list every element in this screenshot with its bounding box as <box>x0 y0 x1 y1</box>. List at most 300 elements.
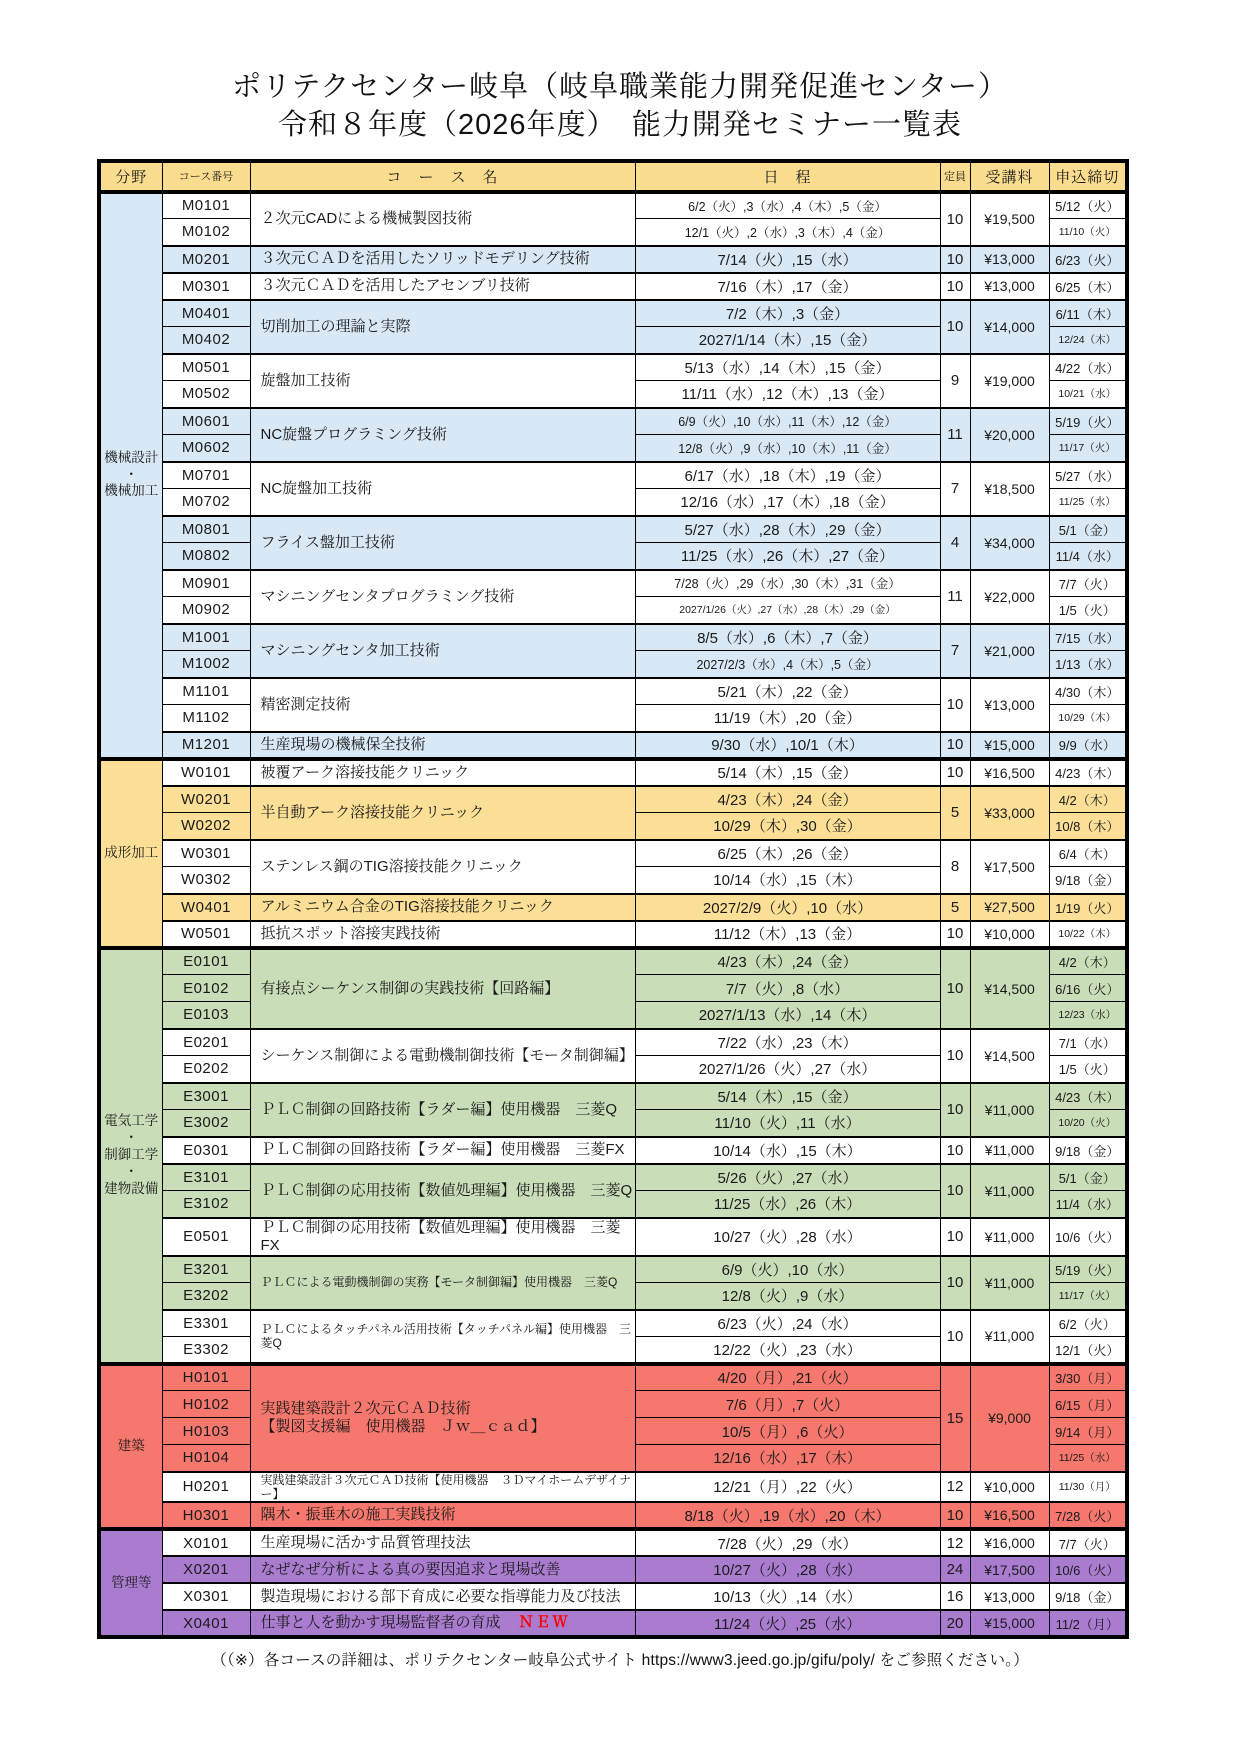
course-no-cell: M0502 <box>162 381 250 408</box>
table-row <box>99 786 1127 813</box>
course-name-cell: ３次元ＣＡＤを活用したソリッドモデリング技術 <box>250 246 635 273</box>
schedule-cell: 12/16（水）,17（木） <box>635 1445 940 1472</box>
seminar-table <box>97 159 1129 1640</box>
table-row <box>99 354 1127 381</box>
course-name-cell: 実践建築設計２次元ＣＡＤ技術 【製図支援編 使用機器 Ｊｗ＿ｃａｄ】 <box>250 1364 635 1472</box>
schedule-cell: 11/11（水）,12（木）,13（金） <box>635 381 940 408</box>
table-row <box>99 1364 1127 1391</box>
course-name-cell: 半自動アーク溶接技能クリニック <box>250 786 635 840</box>
course-name-cell: 旋盤加工技術 <box>250 354 635 408</box>
deadline-cell: 11/25（水） <box>1049 1445 1127 1472</box>
fee-cell: ¥11,000 <box>970 1137 1049 1164</box>
schedule-cell: 11/25（水）,26（木） <box>635 1191 940 1218</box>
deadline-cell: 12/23（水） <box>1049 1002 1127 1029</box>
table-row <box>99 462 1127 489</box>
table-row <box>99 1529 1127 1556</box>
deadline-cell: 12/24（木） <box>1049 327 1127 354</box>
deadline-cell: 3/30（月） <box>1049 1364 1127 1391</box>
col-header-schedule: 日 程 <box>635 161 940 192</box>
course-no-cell: M1002 <box>162 651 250 678</box>
table-row <box>99 246 1127 273</box>
fee-cell: ¥18,500 <box>970 462 1049 516</box>
course-no-cell: E0301 <box>162 1137 250 1164</box>
course-name-cell: 被覆アーク溶接技能クリニック <box>250 759 635 786</box>
course-no-cell: W0302 <box>162 867 250 894</box>
deadline-cell: 5/19（火） <box>1049 408 1127 435</box>
capacity-cell: 10 <box>940 678 970 732</box>
fee-cell: ¥14,500 <box>970 1029 1049 1083</box>
course-name-cell: ３次元ＣＡＤを活用したアセンブリ技術 <box>250 273 635 300</box>
course-name-cell: ＰＬＣ制御の応用技術【数値処理編】使用機器 三菱Q <box>250 1164 635 1218</box>
deadline-cell: 7/28（火） <box>1049 1502 1127 1529</box>
fee-cell: ¥19,000 <box>970 354 1049 408</box>
deadline-cell: 6/25（木） <box>1049 273 1127 300</box>
schedule-cell: 9/30（水）,10/1（木） <box>635 732 940 759</box>
course-no-cell: E3202 <box>162 1283 250 1310</box>
schedule-cell: 6/9（火）,10（水） <box>635 1256 940 1283</box>
schedule-cell: 12/21（月）,22（火） <box>635 1472 940 1503</box>
deadline-cell: 6/15（月） <box>1049 1391 1127 1418</box>
course-no-cell: M0902 <box>162 597 250 624</box>
deadline-cell: 6/16（火） <box>1049 975 1127 1002</box>
course-name-cell: ＰＬＣ制御の回路技術【ラダー編】使用機器 三菱FX <box>250 1137 635 1164</box>
course-no-cell: X0201 <box>162 1556 250 1583</box>
schedule-cell: 4/23（木）,24（金） <box>635 948 940 975</box>
capacity-cell: 10 <box>940 1029 970 1083</box>
deadline-cell: 4/23（木） <box>1049 759 1127 786</box>
course-no-cell: H0102 <box>162 1391 250 1418</box>
course-name-cell: シーケンス制御による電動機制御技術【モータ制御編】 <box>250 1029 635 1083</box>
fee-cell: ¥16,500 <box>970 759 1049 786</box>
fee-cell: ¥21,000 <box>970 624 1049 678</box>
schedule-cell: 11/19（木）,20（金） <box>635 705 940 732</box>
course-name-cell: アルミニウム合金のTIG溶接技能クリニック <box>250 894 635 921</box>
course-no-cell: E0202 <box>162 1056 250 1083</box>
course-name-cell: ＰＬＣ制御の回路技術【ラダー編】使用機器 三菱Q <box>250 1083 635 1137</box>
capacity-cell: 10 <box>940 1502 970 1529</box>
deadline-cell: 9/18（金） <box>1049 867 1127 894</box>
title-line-1: ポリテクセンター岐阜（岐阜職業能力開発促進センター） <box>232 71 1008 103</box>
course-no-cell: X0401 <box>162 1610 250 1637</box>
deadline-cell: 10/29（木） <box>1049 705 1127 732</box>
field-cell: 成形加工 <box>99 759 162 948</box>
course-no-cell: H0101 <box>162 1364 250 1391</box>
course-no-cell: M0401 <box>162 300 250 327</box>
schedule-cell: 12/8（火）,9（水） <box>635 1283 940 1310</box>
table-row <box>99 759 1127 786</box>
course-name-cell: ステンレス鋼のTIG溶接技能クリニック <box>250 840 635 894</box>
col-header-capacity: 定員 <box>940 161 970 192</box>
schedule-cell: 10/14（水）,15（木） <box>635 1137 940 1164</box>
course-name-cell: 仕事と人を動かす現場監督者の育成 ＮＥＷ <box>250 1610 635 1637</box>
header-row <box>99 161 1127 192</box>
fee-cell: ¥16,000 <box>970 1529 1049 1556</box>
capacity-cell: 8 <box>940 840 970 894</box>
table-row <box>99 840 1127 867</box>
capacity-cell: 10 <box>940 1256 970 1310</box>
course-no-cell: X0301 <box>162 1583 250 1610</box>
schedule-cell: 7/6（月）,7（火） <box>635 1391 940 1418</box>
col-header-fee: 受講料 <box>970 161 1049 192</box>
schedule-cell: 2027/2/9（火）,10（水） <box>635 894 940 921</box>
course-no-cell: M1001 <box>162 624 250 651</box>
table-row <box>99 192 1127 219</box>
deadline-cell: 7/7（火） <box>1049 570 1127 597</box>
course-name-cell: 生産現場に活かす品質管理技法 <box>250 1529 635 1556</box>
course-name-cell: ２次元CADによる機械製図技術 <box>250 192 635 246</box>
field-cell: 機械設計 ・ 機械加工 <box>99 192 162 759</box>
table-row <box>99 1583 1127 1610</box>
capacity-cell: 10 <box>940 921 970 948</box>
course-no-cell: M0402 <box>162 327 250 354</box>
schedule-cell: 7/22（水）,23（木） <box>635 1029 940 1056</box>
deadline-cell: 9/18（金） <box>1049 1137 1127 1164</box>
schedule-cell: 7/28（火）,29（水）,30（木）,31（金） <box>635 570 940 597</box>
capacity-cell: 7 <box>940 462 970 516</box>
capacity-cell: 10 <box>940 1137 970 1164</box>
course-no-cell: E3002 <box>162 1110 250 1137</box>
fee-cell: ¥11,000 <box>970 1164 1049 1218</box>
fee-cell: ¥11,000 <box>970 1256 1049 1310</box>
course-no-cell: W0501 <box>162 921 250 948</box>
course-no-cell: M1102 <box>162 705 250 732</box>
table-row <box>99 273 1127 300</box>
course-no-cell: E3102 <box>162 1191 250 1218</box>
course-no-cell: H0301 <box>162 1502 250 1529</box>
course-name-cell: マシニングセンタプログラミング技術 <box>250 570 635 624</box>
course-no-cell: M0102 <box>162 219 250 246</box>
deadline-cell: 4/22（水） <box>1049 354 1127 381</box>
table-row <box>99 1556 1127 1583</box>
schedule-cell: 10/13（火）,14（水） <box>635 1583 940 1610</box>
deadline-cell: 11/4（水） <box>1049 1191 1127 1218</box>
schedule-cell: 12/22（火）,23（水） <box>635 1337 940 1364</box>
field-cell: 電気工学 ・ 制御工学 ・ 建物設備 <box>99 948 162 1364</box>
capacity-cell: 10 <box>940 192 970 246</box>
schedule-cell: 4/23（木）,24（金） <box>635 786 940 813</box>
course-no-cell: M0802 <box>162 543 250 570</box>
fee-cell: ¥11,000 <box>970 1218 1049 1256</box>
schedule-cell: 10/27（火）,28（水） <box>635 1218 940 1256</box>
deadline-cell: 9/14（月） <box>1049 1418 1127 1445</box>
table-row <box>99 921 1127 948</box>
schedule-cell: 10/29（木）,30（金） <box>635 813 940 840</box>
course-name-cell: フライス盤加工技術 <box>250 516 635 570</box>
deadline-cell: 9/9（水） <box>1049 732 1127 759</box>
deadline-cell: 1/19（火） <box>1049 894 1127 921</box>
deadline-cell: 6/23（火） <box>1049 246 1127 273</box>
deadline-cell: 4/2（木） <box>1049 948 1127 975</box>
table-row <box>99 1164 1127 1191</box>
capacity-cell: 10 <box>940 1218 970 1256</box>
deadline-cell: 1/5（火） <box>1049 1056 1127 1083</box>
schedule-cell: 8/18（火）,19（水）,20（木） <box>635 1502 940 1529</box>
fee-cell: ¥14,000 <box>970 300 1049 354</box>
course-name-cell: マシニングセンタ加工技術 <box>250 624 635 678</box>
title-line-2: 令和８年度（2026年度） 能力開発セミナー一覧表 <box>277 109 962 142</box>
capacity-cell: 7 <box>940 624 970 678</box>
deadline-cell: 11/17（火） <box>1049 435 1127 462</box>
course-no-cell: M0702 <box>162 489 250 516</box>
course-no-cell: H0104 <box>162 1445 250 1472</box>
course-no-cell: M1201 <box>162 732 250 759</box>
schedule-cell: 5/14（木）,15（金） <box>635 1083 940 1110</box>
schedule-cell: 10/5（月）,6（火） <box>635 1418 940 1445</box>
new-badge: ＮＥＷ <box>518 1614 570 1632</box>
course-no-cell: H0103 <box>162 1418 250 1445</box>
table-row <box>99 1472 1127 1503</box>
course-no-cell: X0101 <box>162 1529 250 1556</box>
course-no-cell: M0801 <box>162 516 250 543</box>
deadline-cell: 5/1（金） <box>1049 516 1127 543</box>
deadline-cell: 10/20（火） <box>1049 1110 1127 1137</box>
schedule-cell: 5/13（水）,14（木）,15（金） <box>635 354 940 381</box>
schedule-cell: 5/14（木）,15（金） <box>635 759 940 786</box>
deadline-cell: 9/18（金） <box>1049 1583 1127 1610</box>
course-no-cell: E0103 <box>162 1002 250 1029</box>
capacity-cell: 10 <box>940 1083 970 1137</box>
schedule-cell: 5/26（火）,27（水） <box>635 1164 940 1191</box>
table-row <box>99 1610 1127 1637</box>
capacity-cell: 4 <box>940 516 970 570</box>
capacity-cell: 15 <box>940 1364 970 1472</box>
course-no-cell: E3001 <box>162 1083 250 1110</box>
deadline-cell: 4/2（木） <box>1049 786 1127 813</box>
table-row <box>99 1502 1127 1529</box>
schedule-cell: 6/25（木）,26（金） <box>635 840 940 867</box>
course-no-cell: M0201 <box>162 246 250 273</box>
capacity-cell: 12 <box>940 1472 970 1503</box>
capacity-cell: 9 <box>940 354 970 408</box>
capacity-cell: 10 <box>940 246 970 273</box>
deadline-cell: 11/4（水） <box>1049 543 1127 570</box>
schedule-cell: 7/7（火）,8（水） <box>635 975 940 1002</box>
course-name-cell: 抵抗スポット溶接実践技術 <box>250 921 635 948</box>
table-row <box>99 408 1127 435</box>
deadline-cell: 10/6（火） <box>1049 1556 1127 1583</box>
fee-cell: ¥20,000 <box>970 408 1049 462</box>
fee-cell: ¥15,000 <box>970 1610 1049 1637</box>
table-row <box>99 894 1127 921</box>
deadline-cell: 11/25（水） <box>1049 489 1127 516</box>
table-row <box>99 732 1127 759</box>
course-name-cell: ＰＬＣによるタッチパネル活用技術【タッチパネル編】使用機器 三菱Q <box>250 1310 635 1364</box>
course-no-cell: E3101 <box>162 1164 250 1191</box>
table-row <box>99 516 1127 543</box>
fee-cell: ¥13,000 <box>970 273 1049 300</box>
table-row <box>99 624 1127 651</box>
schedule-cell: 12/1（火）,2（水）,3（木）,4（金） <box>635 219 940 246</box>
col-header-field: 分野 <box>99 161 162 192</box>
fee-cell: ¥10,000 <box>970 1472 1049 1503</box>
fee-cell: ¥17,500 <box>970 840 1049 894</box>
course-no-cell: E0101 <box>162 948 250 975</box>
fee-cell: ¥15,000 <box>970 732 1049 759</box>
course-no-cell: M0301 <box>162 273 250 300</box>
deadline-cell: 5/1（金） <box>1049 1164 1127 1191</box>
schedule-cell: 7/14（火）,15（水） <box>635 246 940 273</box>
course-no-cell: M0101 <box>162 192 250 219</box>
deadline-cell: 1/5（火） <box>1049 597 1127 624</box>
course-no-cell: E0102 <box>162 975 250 1002</box>
schedule-cell: 2027/1/14（木）,15（金） <box>635 327 940 354</box>
course-no-cell: W0202 <box>162 813 250 840</box>
course-no-cell: M0601 <box>162 408 250 435</box>
fee-cell: ¥13,000 <box>970 1583 1049 1610</box>
capacity-cell: 11 <box>940 408 970 462</box>
col-header-deadline: 申込締切 <box>1049 161 1127 192</box>
deadline-cell: 10/6（火） <box>1049 1218 1127 1256</box>
schedule-cell: 5/27（水）,28（木）,29（金） <box>635 516 940 543</box>
deadline-cell: 12/1（火） <box>1049 1337 1127 1364</box>
fee-cell: ¥14,500 <box>970 948 1049 1029</box>
schedule-cell: 11/25（水）,26（木）,27（金） <box>635 543 940 570</box>
schedule-cell: 2027/2/3（水）,4（木）,5（金） <box>635 651 940 678</box>
field-cell: 建築 <box>99 1364 162 1530</box>
deadline-cell: 7/1（水） <box>1049 1029 1127 1056</box>
capacity-cell: 20 <box>940 1610 970 1637</box>
schedule-cell: 2027/1/26（火）,27（水） <box>635 1056 940 1083</box>
schedule-cell: 10/27（火）,28（水） <box>635 1556 940 1583</box>
course-no-cell: W0301 <box>162 840 250 867</box>
schedule-cell: 6/23（火）,24（水） <box>635 1310 940 1337</box>
deadline-cell: 11/30（月） <box>1049 1472 1127 1503</box>
deadline-cell: 10/21（水） <box>1049 381 1127 408</box>
deadline-cell: 11/2（月） <box>1049 1610 1127 1637</box>
deadline-cell: 7/7（火） <box>1049 1529 1127 1556</box>
table-row <box>99 1083 1127 1110</box>
capacity-cell: 12 <box>940 1529 970 1556</box>
fee-cell: ¥13,000 <box>970 246 1049 273</box>
course-name-cell: 有接点シーケンス制御の実践技術【回路編】 <box>250 948 635 1029</box>
course-name-cell: 隅木・振垂木の施工実践技術 <box>250 1502 635 1529</box>
capacity-cell: 5 <box>940 786 970 840</box>
course-no-cell: W0101 <box>162 759 250 786</box>
fee-cell: ¥11,000 <box>970 1083 1049 1137</box>
schedule-cell: 7/16（木）,17（金） <box>635 273 940 300</box>
fee-cell: ¥16,500 <box>970 1502 1049 1529</box>
page-title <box>0 68 1240 145</box>
course-name-cell: NC旋盤加工技術 <box>250 462 635 516</box>
course-no-cell: E3201 <box>162 1256 250 1283</box>
schedule-cell: 12/16（水）,17（木）,18（金） <box>635 489 940 516</box>
schedule-cell: 11/24（火）,25（水） <box>635 1610 940 1637</box>
fee-cell: ¥17,500 <box>970 1556 1049 1583</box>
course-no-cell: E3301 <box>162 1310 250 1337</box>
course-no-cell: H0201 <box>162 1472 250 1503</box>
deadline-cell: 10/8（木） <box>1049 813 1127 840</box>
course-name-cell: NC旋盤プログラミング技術 <box>250 408 635 462</box>
schedule-cell: 10/14（水）,15（木） <box>635 867 940 894</box>
deadline-cell: 6/2（火） <box>1049 1310 1127 1337</box>
course-no-cell: M1101 <box>162 678 250 705</box>
course-name-cell: 製造現場における部下育成に必要な指導能力及び技法 <box>250 1583 635 1610</box>
schedule-cell: 12/8（火）,9（水）,10（木）,11（金） <box>635 435 940 462</box>
schedule-cell: 5/21（木）,22（金） <box>635 678 940 705</box>
deadline-cell: 4/23（木） <box>1049 1083 1127 1110</box>
course-no-cell: E0201 <box>162 1029 250 1056</box>
capacity-cell: 10 <box>940 732 970 759</box>
capacity-cell: 24 <box>940 1556 970 1583</box>
fee-cell: ¥11,000 <box>970 1310 1049 1364</box>
table-row <box>99 948 1127 975</box>
capacity-cell: 10 <box>940 759 970 786</box>
table-row <box>99 1218 1127 1256</box>
schedule-cell: 6/9（火）,10（水）,11（木）,12（金） <box>635 408 940 435</box>
deadline-cell: 6/4（木） <box>1049 840 1127 867</box>
course-name-cell: なぜなぜ分析による真の要因追求と現場改善 <box>250 1556 635 1583</box>
deadline-cell: 4/30（木） <box>1049 678 1127 705</box>
fee-cell: ¥33,000 <box>970 786 1049 840</box>
table-row <box>99 300 1127 327</box>
capacity-cell: 11 <box>940 570 970 624</box>
schedule-cell: 2027/1/26（火）,27（水）,28（木）,29（金） <box>635 597 940 624</box>
deadline-cell: 1/13（水） <box>1049 651 1127 678</box>
schedule-cell: 6/2（火）,3（水）,4（木）,5（金） <box>635 192 940 219</box>
schedule-cell: 2027/1/13（水）,14（木） <box>635 1002 940 1029</box>
col-header-course-name: コ ー ス 名 <box>250 161 635 192</box>
course-no-cell: E3302 <box>162 1337 250 1364</box>
deadline-cell: 5/12（火） <box>1049 192 1127 219</box>
schedule-cell: 6/17（水）,18（木）,19（金） <box>635 462 940 489</box>
fee-cell: ¥27,500 <box>970 894 1049 921</box>
table-row <box>99 1310 1127 1337</box>
course-name-cell: 精密測定技術 <box>250 678 635 732</box>
capacity-cell: 10 <box>940 273 970 300</box>
table-row <box>99 1137 1127 1164</box>
schedule-cell: 4/20（月）,21（火） <box>635 1364 940 1391</box>
field-cell: 管理等 <box>99 1529 162 1637</box>
schedule-cell: 11/12（木）,13（金） <box>635 921 940 948</box>
course-name-cell: 生産現場の機械保全技術 <box>250 732 635 759</box>
schedule-cell: 7/2（木）,3（金） <box>635 300 940 327</box>
table-row <box>99 678 1127 705</box>
capacity-cell: 5 <box>940 894 970 921</box>
fee-cell: ¥13,000 <box>970 678 1049 732</box>
deadline-cell: 5/19（火） <box>1049 1256 1127 1283</box>
footer-note: （（※）各コースの詳細は、ポリテクセンター岐阜公式サイト https://www3.jeed.go.jp/gifu/poly/ をご参照ください。） <box>211 1652 1029 1670</box>
course-no-cell: M0901 <box>162 570 250 597</box>
table-row <box>99 1029 1127 1056</box>
capacity-cell: 10 <box>940 1310 970 1364</box>
course-no-cell: E0501 <box>162 1218 250 1256</box>
course-no-cell: M0701 <box>162 462 250 489</box>
course-name-cell: ＰＬＣによる電動機制御の実務【モータ制御編】使用機器 三菱Q <box>250 1256 635 1310</box>
deadline-cell: 5/27（水） <box>1049 462 1127 489</box>
course-name-cell: 実践建築設計３次元ＣＡＤ技術【使用機器 ３Ｄマイホームデザイナー】 <box>250 1472 635 1503</box>
fee-cell: ¥19,500 <box>970 192 1049 246</box>
schedule-cell: 7/28（火）,29（水） <box>635 1529 940 1556</box>
capacity-cell: 10 <box>940 300 970 354</box>
fee-cell: ¥22,000 <box>970 570 1049 624</box>
capacity-cell: 16 <box>940 1583 970 1610</box>
deadline-cell: 11/17（火） <box>1049 1283 1127 1310</box>
capacity-cell: 10 <box>940 948 970 1029</box>
fee-cell: ¥9,000 <box>970 1364 1049 1472</box>
course-no-cell: W0401 <box>162 894 250 921</box>
schedule-cell: 11/10（火）,11（水） <box>635 1110 940 1137</box>
course-no-cell: M0602 <box>162 435 250 462</box>
table-row <box>99 1256 1127 1283</box>
course-name-cell: 切削加工の理論と実際 <box>250 300 635 354</box>
capacity-cell: 10 <box>940 1164 970 1218</box>
course-no-cell: M0501 <box>162 354 250 381</box>
deadline-cell: 6/11（木） <box>1049 300 1127 327</box>
fee-cell: ¥34,000 <box>970 516 1049 570</box>
table-row <box>99 570 1127 597</box>
schedule-cell: 8/5（水）,6（木）,7（金） <box>635 624 940 651</box>
course-no-cell: W0201 <box>162 786 250 813</box>
